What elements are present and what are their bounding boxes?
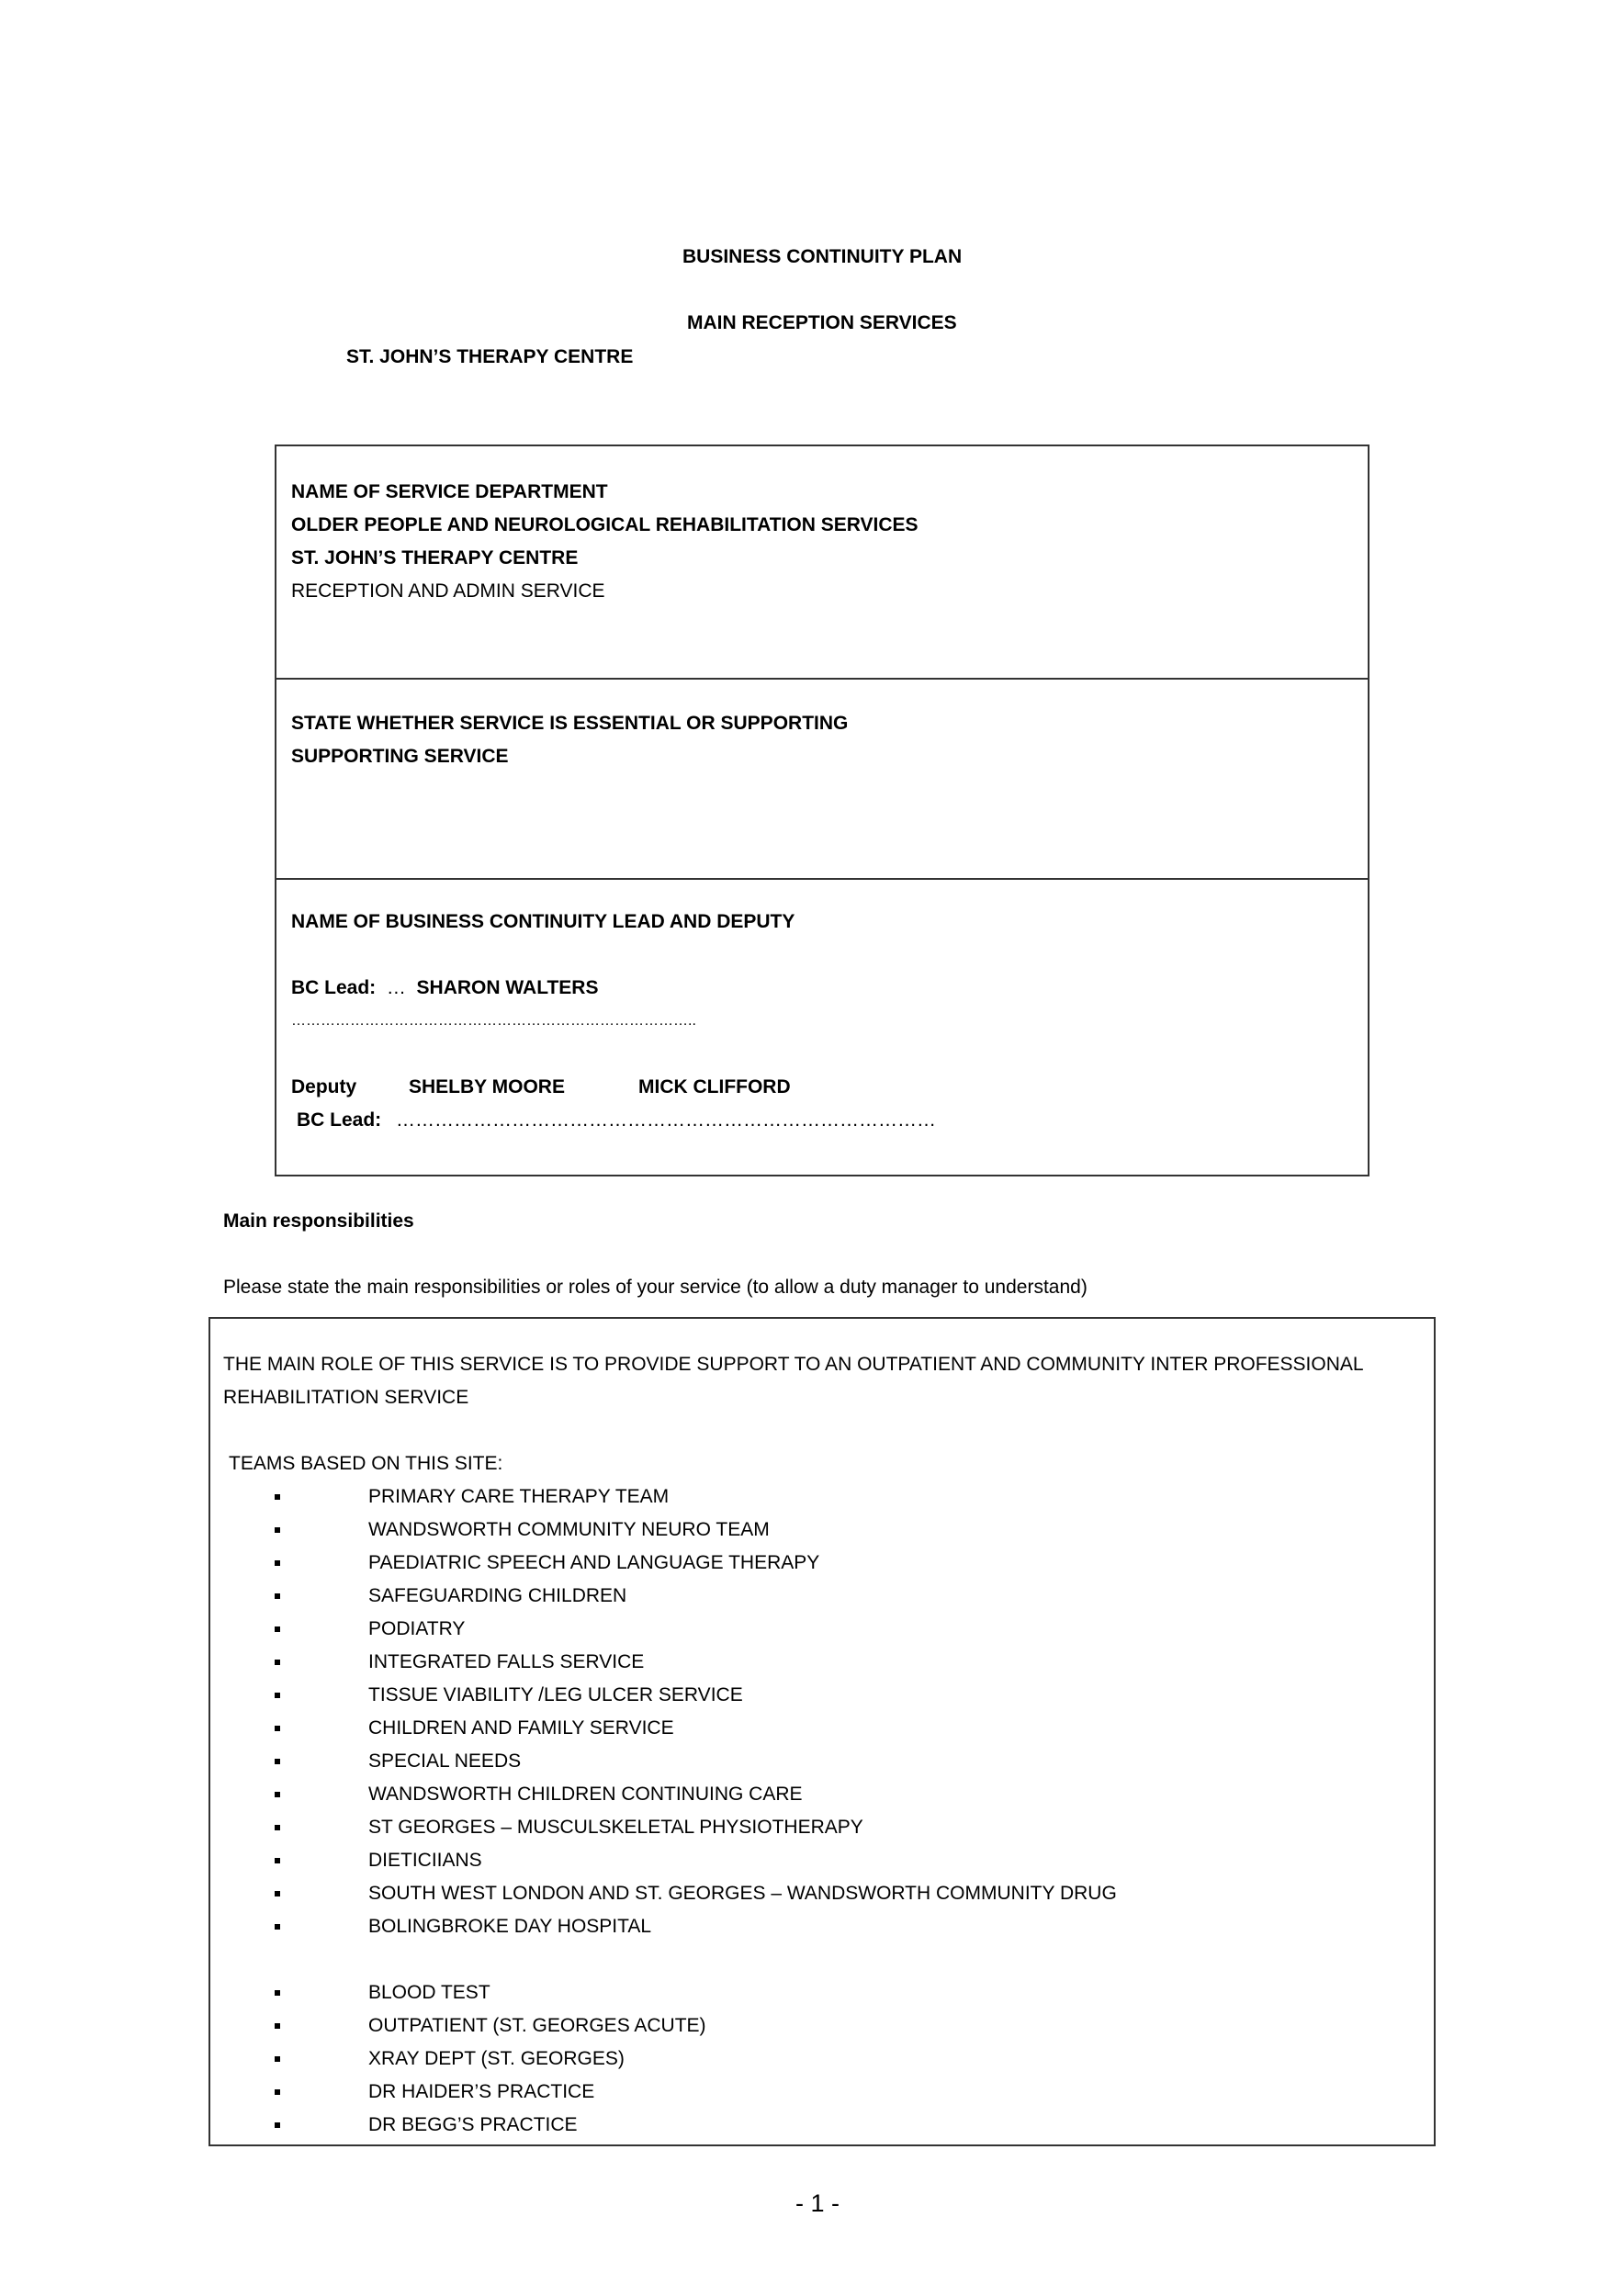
list-item: SPECIAL NEEDS [269,1745,1117,1778]
list-item: TISSUE VIABILITY /LEG ULCER SERVICE [269,1679,1117,1712]
department-heading: NAME OF SERVICE DEPARTMENT [291,481,608,502]
bc-lead-label: BC Lead: [291,977,377,998]
list-item: PODIATRY [269,1613,1117,1646]
deputy-bc-lead-label: BC Lead: [297,1109,382,1131]
department-line: RECEPTION AND ADMIN SERVICE [291,580,605,602]
department-line: ST. JOHN’S THERAPY CENTRE [291,547,579,568]
role-text: REHABILITATION SERVICE [223,1387,469,1408]
list-item: BOLINGBROKE DAY HOSPITAL [269,1910,1117,1943]
bc-lead-prefix: … [386,977,406,998]
deputy-name: SHELBY MOORE [409,1076,565,1097]
teams-heading: TEAMS BASED ON THIS SITE: [229,1453,503,1474]
service-type-heading: STATE WHETHER SERVICE IS ESSENTIAL OR SUPPORTING [291,713,849,734]
page-number: - 1 - [795,2189,840,2217]
responsibilities-instruction: Please state the main responsibilities or roles of your service (to allow a duty manager to understand) [223,1277,1088,1298]
dotted-line: ……………………………………………………………………….. [291,1013,696,1029]
dotted-line: ………………………………………………………………………… [396,1109,936,1131]
lead-heading: NAME OF BUSINESS CONTINUITY LEAD AND DEPUTY [291,911,795,932]
document-subtitle: MAIN RECEPTION SERVICES [687,312,957,333]
list-item: WANDSWORTH CHILDREN CONTINUING CARE [269,1778,1117,1811]
list-item: XRAY DEPT (ST. GEORGES) [269,2043,706,2076]
list-item: DR BEGG’S PRACTICE [269,2109,706,2142]
document-title: BUSINESS CONTINUITY PLAN [682,246,963,267]
teams-list-2 [269,1976,706,2142]
list-item: PRIMARY CARE THERAPY TEAM [269,1480,1117,1514]
centre-name: ST. JOHN’S THERAPY CENTRE [346,346,634,367]
deputy-name: MICK CLIFFORD [638,1076,791,1097]
list-item: OUTPATIENT (ST. GEORGES ACUTE) [269,2009,706,2043]
responsibilities-box [209,1317,1436,2146]
info-table [275,445,1369,1176]
responsibilities-heading: Main responsibilities [223,1210,414,1232]
list-item: ST GEORGES – MUSCULSKELETAL PHYSIOTHERAPY [269,1811,1117,1844]
list-item: INTEGRATED FALLS SERVICE [269,1646,1117,1679]
bc-lead-row [291,972,598,1005]
deputy-label: Deputy [291,1076,357,1097]
teams-list [269,1480,1117,1943]
list-item: BLOOD TEST [269,1976,706,2009]
list-item: DR HAIDER’S PRACTICE [269,2076,706,2109]
table-divider [276,678,1368,680]
role-text: THE MAIN ROLE OF THIS SERVICE IS TO PROVIDE SUPPORT TO AN OUTPATIENT AND COMMUNITY INTER PROFESSIONAL [223,1354,1364,1375]
list-item: SOUTH WEST LONDON AND ST. GEORGES – WANDSWORTH COMMUNITY DRUG [269,1877,1117,1910]
list-item: SAFEGUARDING CHILDREN [269,1580,1117,1613]
service-type-value: SUPPORTING SERVICE [291,746,509,767]
department-line: OLDER PEOPLE AND NEUROLOGICAL REHABILITATION SERVICES [291,514,919,535]
list-item: PAEDIATRIC SPEECH AND LANGUAGE THERAPY [269,1547,1117,1580]
list-item: DIETICIIANS [269,1844,1117,1877]
list-item: CHILDREN AND FAMILY SERVICE [269,1712,1117,1745]
table-divider [276,878,1368,880]
list-item: WANDSWORTH COMMUNITY NEURO TEAM [269,1514,1117,1547]
bc-lead-name: SHARON WALTERS [416,977,599,998]
